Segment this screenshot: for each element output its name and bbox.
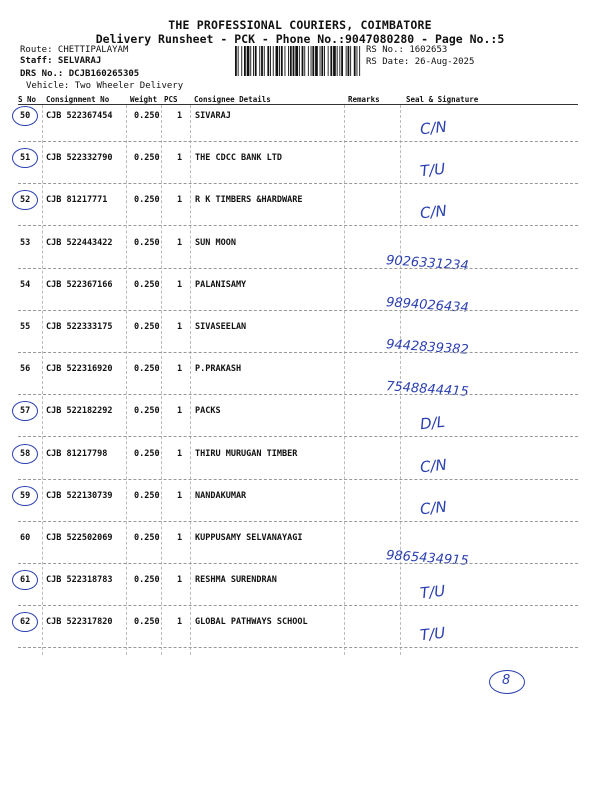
- row-pcs: 1: [177, 406, 183, 417]
- barcode-bar: [247, 46, 250, 76]
- barcode-bar: [339, 46, 340, 76]
- row-weight: 0.250: [134, 195, 160, 206]
- row-weight: 0.250: [134, 533, 160, 543]
- barcode-bar: [350, 46, 351, 76]
- barcode-bar: [290, 46, 292, 76]
- row-consignment-no: CJB 81217771: [46, 195, 108, 206]
- barcode-bar: [302, 46, 304, 76]
- row-weight: 0.250: [134, 364, 160, 375]
- row-consignee: RESHMA SURENDRAN: [195, 575, 277, 586]
- row-consignment-no: CJB 522333175: [46, 322, 113, 332]
- row-separator: [18, 436, 578, 437]
- sno-circle-mark: [12, 486, 38, 506]
- row-pcs: 1: [177, 617, 183, 628]
- row-consignment-no: CJB 522182292: [46, 406, 113, 417]
- row-signature: C/N: [419, 202, 448, 223]
- row-sno: 61: [20, 575, 31, 586]
- column-divider: [161, 105, 162, 655]
- col-weight-header: Weight: [130, 95, 158, 104]
- row-signature: T/U: [419, 581, 447, 603]
- row-pcs: 1: [177, 322, 183, 332]
- row-weight: 0.250: [134, 237, 160, 248]
- row-pcs: 1: [177, 490, 183, 501]
- row-signature: 7548844415: [385, 379, 470, 401]
- row-consignee: THE CDCC BANK LTD: [195, 153, 282, 164]
- barcode-bar: [253, 46, 254, 76]
- barcode-bar: [328, 46, 329, 76]
- row-signature: 9865434915: [385, 548, 470, 569]
- row-consignment-no: CJB 81217798: [46, 448, 108, 459]
- row-sno: 52: [20, 195, 31, 206]
- row-sno: 55: [20, 322, 31, 332]
- row-consignment-no: CJB 522318783: [46, 575, 113, 586]
- row-pcs: 1: [177, 195, 183, 206]
- barcode-bar: [235, 46, 237, 76]
- barcode-bar: [264, 46, 265, 76]
- barcode-bar: [273, 46, 274, 76]
- row-consignment-no: CJB 522130739: [46, 490, 113, 501]
- vehicle-label: Vehicle: Two Wheeler Delivery: [26, 81, 184, 91]
- barcode-bar: [244, 46, 246, 76]
- col-consignment-header: Consignment No: [46, 95, 110, 104]
- row-signature: 9442839382: [385, 337, 470, 358]
- sno-circle-mark: [12, 570, 38, 590]
- rs-date: RS Date: 26-Aug-2025: [366, 57, 475, 67]
- row-sno: 57: [20, 406, 31, 417]
- sno-circle-mark: [12, 444, 38, 464]
- barcode-bar: [255, 46, 257, 76]
- barcode-bar: [250, 46, 251, 76]
- row-consignment-no: CJB 522367166: [46, 279, 113, 290]
- barcode-bar: [330, 46, 332, 76]
- barcode-bar: [359, 46, 360, 76]
- row-pcs: 1: [177, 575, 183, 586]
- row-pcs: 1: [177, 533, 183, 543]
- row-separator: [18, 352, 578, 353]
- row-weight: 0.250: [134, 448, 160, 459]
- row-pcs: 1: [177, 448, 183, 459]
- barcode-bar: [337, 46, 338, 76]
- barcode-bar: [354, 46, 356, 76]
- row-pcs: 1: [177, 153, 183, 164]
- barcode-bar: [293, 46, 295, 76]
- page-mark: 8: [502, 673, 511, 688]
- row-separator: [18, 605, 578, 606]
- page-mark-circle: [489, 670, 525, 694]
- row-consignee: GLOBAL PATHWAYS SCHOOL: [195, 617, 308, 628]
- row-separator: [18, 183, 578, 184]
- barcode-bar: [279, 46, 280, 76]
- barcode-bar: [333, 46, 336, 76]
- sno-circle-mark: [12, 612, 38, 632]
- barcode-bar: [348, 46, 350, 76]
- row-pcs: 1: [177, 111, 183, 121]
- row-consignee: NANDAKUMAR: [195, 490, 247, 501]
- row-weight: 0.250: [134, 406, 160, 417]
- col-consignee-header: Consignee Details: [194, 95, 271, 104]
- col-sno-header: S No: [18, 95, 37, 104]
- row-consignment-no: CJB 522316920: [46, 364, 113, 375]
- barcode-bar: [320, 46, 321, 76]
- sno-circle-mark: [12, 190, 38, 210]
- row-weight: 0.250: [134, 111, 160, 121]
- row-consignment-no: CJB 522367454: [46, 111, 113, 121]
- row-separator: [18, 225, 578, 226]
- col-remarks-header: Remarks: [348, 95, 380, 104]
- row-signature: C/N: [419, 497, 448, 519]
- row-sno: 54: [20, 279, 31, 290]
- row-consignee: THIRU MURUGAN TIMBER: [195, 448, 298, 459]
- row-consignee: R K TIMBERS &HARDWARE: [195, 195, 303, 206]
- row-consignee: PACKS: [195, 406, 221, 417]
- barcode-bar: [341, 46, 343, 76]
- row-signature: T/U: [419, 159, 447, 181]
- row-consignee: SUN MOON: [195, 237, 236, 248]
- barcode-bar: [288, 46, 289, 76]
- row-consignment-no: CJB 522502069: [46, 533, 113, 543]
- row-separator: [18, 268, 578, 269]
- barcode-bar: [324, 46, 325, 76]
- row-separator: [18, 394, 578, 395]
- row-sno: 60: [20, 533, 31, 543]
- barcode-bar: [276, 46, 279, 76]
- barcode-bar: [357, 46, 358, 76]
- row-consignee: P.PRAKASH: [195, 364, 242, 375]
- rs-number: RS No.: 1602653: [366, 45, 448, 55]
- row-weight: 0.250: [134, 322, 160, 332]
- row-pcs: 1: [177, 237, 183, 248]
- row-signature: T/U: [419, 624, 447, 645]
- barcode-bar: [315, 46, 318, 76]
- column-divider: [42, 105, 43, 655]
- sno-circle-mark: [12, 148, 38, 168]
- barcode-bar: [321, 46, 323, 76]
- row-consignee: KUPPUSAMY SELVANAYAGI: [195, 533, 303, 543]
- col-seal-header: Seal & Signature: [406, 95, 479, 104]
- row-pcs: 1: [177, 364, 183, 375]
- row-pcs: 1: [177, 279, 183, 290]
- column-divider: [126, 105, 127, 655]
- barcode-bar: [270, 46, 271, 76]
- sno-circle-mark: [12, 401, 38, 421]
- row-signature: 9026331234: [385, 252, 470, 274]
- barcode-bar: [285, 46, 286, 76]
- barcode-bar: [295, 46, 298, 76]
- row-separator: [18, 479, 578, 480]
- route-label: Route: CHETTIPALAYAM: [20, 45, 129, 55]
- row-weight: 0.250: [134, 279, 160, 290]
- column-divider: [190, 105, 191, 655]
- row-sno: 59: [20, 490, 31, 501]
- barcode-bar: [261, 46, 263, 76]
- barcode-bar: [304, 46, 305, 76]
- header-rule: [18, 104, 578, 105]
- row-consignee: SIVARAJ: [195, 111, 231, 121]
- barcode-bar: [312, 46, 314, 76]
- barcode-bar: [238, 46, 239, 76]
- staff-label: Staff: SELVARAJ: [20, 56, 102, 66]
- col-pcs-header: PCS: [164, 95, 178, 104]
- row-sno: 58: [20, 448, 31, 459]
- drs-number: DRS No.: DCJB160265305: [20, 69, 140, 79]
- row-signature: C/N: [419, 117, 448, 139]
- row-separator: [18, 141, 578, 142]
- row-consignment-no: CJB 522443422: [46, 237, 113, 248]
- barcode-bar: [299, 46, 300, 76]
- barcode-bar: [241, 46, 242, 76]
- row-weight: 0.250: [134, 490, 160, 501]
- row-sno: 50: [20, 111, 31, 121]
- row-consignment-no: CJB 522317820: [46, 617, 113, 628]
- row-separator: [18, 521, 578, 522]
- barcode-bar: [267, 46, 269, 76]
- row-separator: [18, 310, 578, 311]
- barcode-bar: [346, 46, 347, 76]
- row-sno: 56: [20, 364, 31, 375]
- row-weight: 0.250: [134, 617, 160, 628]
- row-weight: 0.250: [134, 575, 160, 586]
- sno-circle-mark: [12, 106, 38, 126]
- barcode-icon: [235, 46, 363, 76]
- row-signature: 9894026434: [385, 294, 470, 316]
- row-sno: 51: [20, 153, 31, 164]
- barcode-bar: [259, 46, 260, 76]
- row-weight: 0.250: [134, 153, 160, 164]
- runsheet-title: THE PROFESSIONAL COURIERS, COIMBATORE: [168, 18, 432, 32]
- row-separator: [18, 647, 578, 648]
- column-divider: [344, 105, 345, 655]
- row-signature: D/L: [419, 413, 446, 434]
- row-consignee: SIVASEELAN: [195, 322, 247, 332]
- barcode-bar: [308, 46, 309, 76]
- row-consignment-no: CJB 522332790: [46, 153, 113, 164]
- row-sno: 62: [20, 617, 31, 628]
- row-sno: 53: [20, 237, 31, 248]
- row-signature: C/N: [419, 455, 448, 476]
- barcode-bar: [311, 46, 312, 76]
- barcode-bar: [281, 46, 283, 76]
- runsheet-subtitle: Delivery Runsheet - PCK - Phone No.:9047080280 - Page No.:5: [95, 32, 505, 46]
- row-separator: [18, 563, 578, 564]
- row-consignee: PALANISAMY: [195, 279, 247, 290]
